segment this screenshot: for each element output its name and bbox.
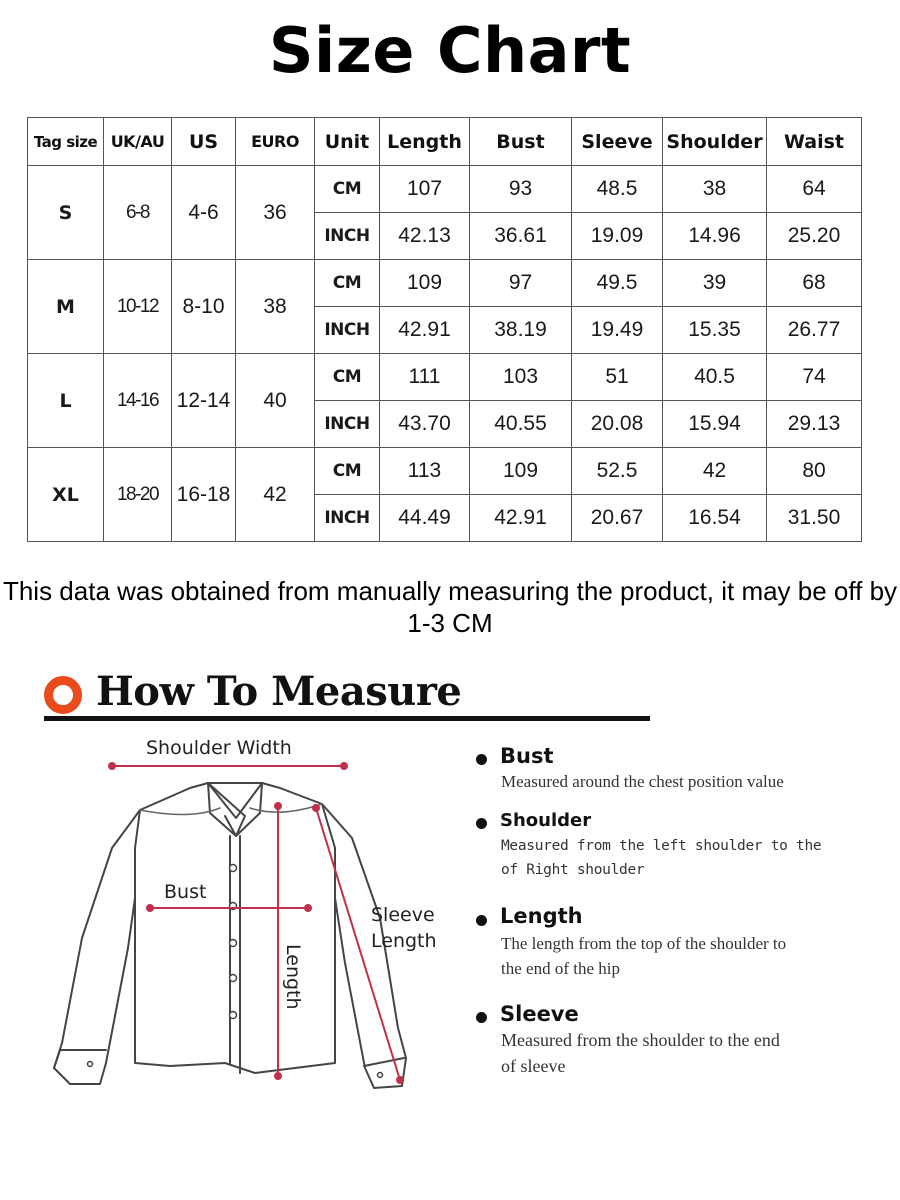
sleeve-cell: 19.49 [572,307,663,354]
size-table-body [28,166,862,542]
size-cell: M [28,260,104,354]
guide-desc-shoulder-2: of Right shoulder [501,862,645,878]
guide-title-shoulder: Shoulder [500,810,592,831]
unit-cell: INCH [315,495,380,542]
unit-cell: INCH [315,401,380,448]
waist-cell: 26.77 [767,307,862,354]
column-header: Shoulder [663,118,767,166]
shoulder-cell: 14.96 [663,213,767,260]
size-cell: L [28,354,104,448]
column-header: Tag size [28,118,104,166]
bullet-icon [476,915,487,926]
table-row [28,448,862,495]
bust-cell: 40.55 [470,401,572,448]
how-to-measure-title: How To Measure [96,668,462,715]
guide-desc-bust: Measured around the chest position value [501,772,784,791]
length-cell: 42.13 [380,213,470,260]
waist-cell: 31.50 [767,495,862,542]
euro-cell: 40 [236,354,315,448]
guide-desc-length-1: The length from the top of the shoulder to [501,934,787,953]
bullet-icon [476,818,487,829]
guide-title-bust: Bust [500,744,554,768]
euro-cell: 42 [236,448,315,542]
waist-cell: 25.20 [767,213,862,260]
left-sleeve [54,810,140,1084]
ukau-cell: 18-20 [104,448,172,542]
bullet-icon [476,1012,487,1023]
size-table [27,117,862,542]
column-header: Waist [767,118,862,166]
column-header: Length [380,118,470,166]
bullet-icon [476,754,487,765]
sleeve-cell: 20.67 [572,495,663,542]
bust-cell: 93 [470,166,572,213]
shirt-outline [135,783,335,1073]
shoulder-cell: 15.94 [663,401,767,448]
bust-cell: 42.91 [470,495,572,542]
length-cell: 43.70 [380,401,470,448]
shoulder-width-label: Shoulder Width [146,737,292,759]
column-header: Sleeve [572,118,663,166]
shirt-diagram [40,728,460,1098]
column-header: Unit [315,118,380,166]
waist-cell: 64 [767,166,862,213]
bust-cell: 38.19 [470,307,572,354]
shoulder-cell: 39 [663,260,767,307]
sleeve-label-line2: Length [371,930,437,952]
column-header: UK/AU [104,118,172,166]
waist-cell: 74 [767,354,862,401]
waist-cell: 80 [767,448,862,495]
unit-cell: INCH [315,213,380,260]
bust-cell: 97 [470,260,572,307]
waist-cell: 29.13 [767,401,862,448]
ukau-cell: 10-12 [104,260,172,354]
euro-cell: 38 [236,260,315,354]
guide-desc-sleeve-1: Measured from the shoulder to the end [501,1030,780,1050]
measurement-note: This data was obtained from manually measuring the product, it may be off by 1-3 CM [2,576,898,638]
sleeve-label-line1: Sleeve [371,904,435,926]
guide-title-length: Length [500,904,583,928]
length-cell: 44.49 [380,495,470,542]
guide-desc-length-2: the end of the hip [501,959,620,978]
unit-cell: CM [315,260,380,307]
length-cell: 107 [380,166,470,213]
circle-bullet-icon [44,676,82,714]
shoulder-cell: 40.5 [663,354,767,401]
length-cell: 111 [380,354,470,401]
unit-cell: INCH [315,307,380,354]
shoulder-cell: 42 [663,448,767,495]
sleeve-cell: 52.5 [572,448,663,495]
size-cell: S [28,166,104,260]
ukau-cell: 14-16 [104,354,172,448]
shoulder-cell: 16.54 [663,495,767,542]
shoulder-cell: 38 [663,166,767,213]
guide-title-sleeve: Sleeve [500,1002,579,1026]
shoulder-cell: 15.35 [663,307,767,354]
bust-cell: 103 [470,354,572,401]
euro-cell: 36 [236,166,315,260]
sleeve-cell: 48.5 [572,166,663,213]
header-underline [44,716,650,721]
page-title: Size Chart [268,14,632,87]
unit-cell: CM [315,166,380,213]
guide-desc-sleeve-2: of sleeve [501,1056,566,1076]
column-header: Bust [470,118,572,166]
bust-cell: 109 [470,448,572,495]
sleeve-cell: 51 [572,354,663,401]
us-cell: 12-14 [172,354,236,448]
column-header: EURO [236,118,315,166]
size-cell: XL [28,448,104,542]
unit-cell: CM [315,448,380,495]
us-cell: 16-18 [172,448,236,542]
sleeve-cell: 49.5 [572,260,663,307]
length-cell: 113 [380,448,470,495]
table-header-row [28,118,862,166]
unit-cell: CM [315,354,380,401]
length-cell: 42.91 [380,307,470,354]
shirt-buttons [88,865,383,1078]
bust-label: Bust [164,881,207,903]
guide-desc-shoulder-1: Measured from the left shoulder to the [501,838,822,854]
sleeve-cell: 20.08 [572,401,663,448]
length-label: Length [282,944,304,1010]
us-cell: 4-6 [172,166,236,260]
bust-cell: 36.61 [470,213,572,260]
waist-cell: 68 [767,260,862,307]
us-cell: 8-10 [172,260,236,354]
table-row [28,166,862,213]
ukau-cell: 6-8 [104,166,172,260]
column-header: US [172,118,236,166]
length-cell: 109 [380,260,470,307]
table-row [28,260,862,307]
table-row [28,354,862,401]
how-to-measure-header [44,666,654,726]
sleeve-cell: 19.09 [572,213,663,260]
